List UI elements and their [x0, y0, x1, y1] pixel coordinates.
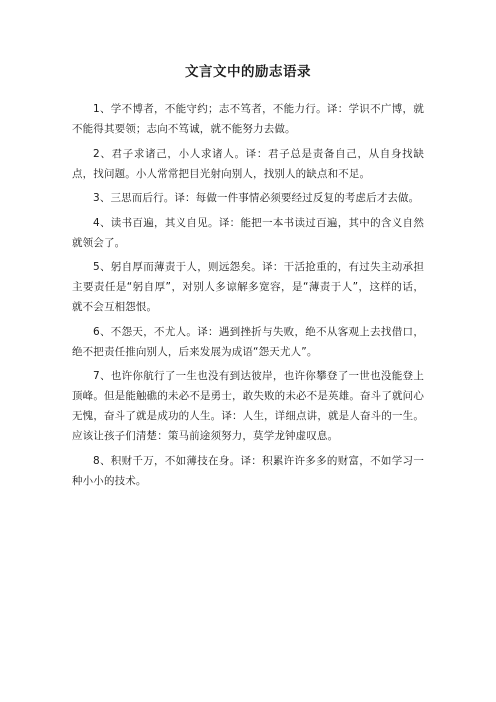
paragraph-2: 2、君子求诸己，小人求诸人。译：君子总是责备自己，从自身找缺点，找问题。小人常常把目光射向别人，找别人的缺点和不足。	[72, 147, 424, 180]
paragraph-1: 1、学不博者，不能守约；志不笃者，不能力行。译：学识不广博，就不能得其要领；志向不笃诚，就不能努力去做。	[72, 103, 424, 135]
paragraph-7: 7、也许你航行了一生也没有到达彼岸，也许你攀登了一世也没能登上顶峰。但是能触礁的未必不是勇士，敢失败的未必不是英雄。奋斗了就问心无愧，奋斗了就是成功的人生。译：人生，详细点讲，就是人奋斗的一生。应该让孩子们清楚：策马前途须努力，莫学龙钟虚叹息。	[72, 370, 424, 442]
paragraph-4: 4、读书百遍，其义自见。译：能把一本书读过百遍，其中的含义自然就领会了。	[72, 216, 424, 249]
paragraph-6: 6、不怨天，不尤人。译：遇到挫折与失败，绝不从客观上去找借口，绝不把责任推向别人，后来发展为成语“怨天尤人”。	[72, 325, 424, 358]
paragraph-8: 8、积财千万，不如薄技在身。译：积累许许多多的财富，不如学习一种小小的技术。	[72, 454, 424, 487]
paragraph-3: 3、三思而后行。译：每做一件事情必须要经过反复的考虑后才去做。	[93, 192, 420, 204]
paragraph-5: 5、躬自厚而薄责于人，则远怨矣。译：干活抢重的，有过失主动承担主要责任是“躬自厚”，对别人多谅解多宽容，是“薄责于人”，这样的话，就不会互相怨恨。	[72, 261, 424, 313]
document-title: 文言文中的励志语录	[185, 64, 311, 80]
